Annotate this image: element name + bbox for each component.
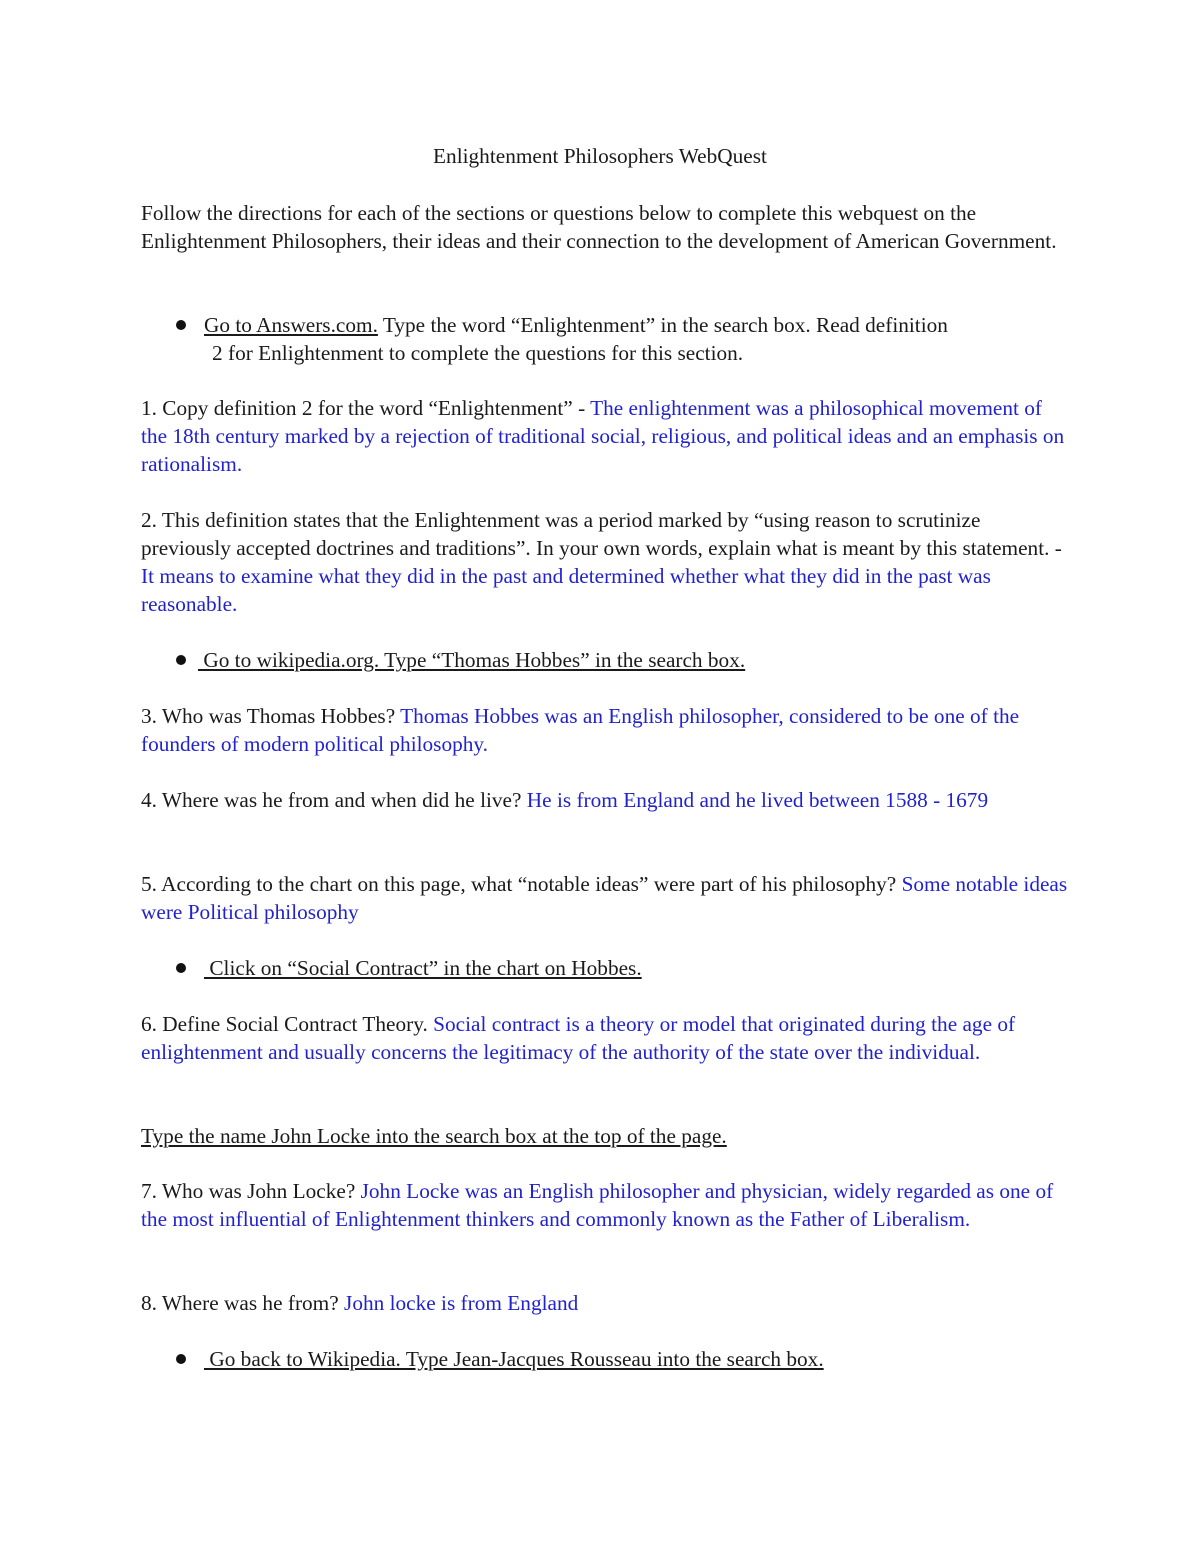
question-4 bbox=[141, 786, 1071, 814]
bullet-rousseau-text: Go back to Wikipedia. Type Jean-Jacques Rousseau into the search box. bbox=[204, 1347, 824, 1371]
locke-instruction: Type the name John Locke into the search box at the top of the page. bbox=[141, 1124, 727, 1148]
question-3-text: 3. Who was Thomas Hobbes? bbox=[141, 704, 401, 728]
bullet-social-contract-instruction bbox=[176, 954, 1076, 982]
question-2 bbox=[141, 506, 1071, 618]
question-6 bbox=[141, 1010, 1071, 1066]
answer-3: Thomas Hobbes was an English philosopher, considered to be one of the founders of modern political philosophy. bbox=[141, 704, 1020, 756]
question-1 bbox=[141, 394, 1071, 478]
intro-paragraph: Follow the directions for each of the sections or questions below to complete this webquest on the Enlightenment Philosophers, their ideas and their connection to the development of American Government. bbox=[141, 201, 1057, 253]
bullet-social-contract-text: Click on “Social Contract” in the chart on Hobbes. bbox=[204, 956, 642, 980]
answer-1: The enlightenment was a philosophical movement of the 18th century marked by a rejection of traditional social, religious, and political ideas and an emphasis on rationalism. bbox=[141, 396, 1065, 476]
question-4-text: 4. Where was he from and when did he live? bbox=[141, 788, 527, 812]
answer-8: John locke is from England bbox=[344, 1291, 579, 1315]
bullet-icon bbox=[176, 963, 186, 973]
bullet-hobbes-text: Go to wikipedia.org. Type “Thomas Hobbes” in the search box. bbox=[198, 648, 746, 672]
bullet-rousseau-instruction bbox=[176, 1345, 1076, 1373]
answer-5: Some notable ideas were Political philosophy bbox=[141, 872, 1068, 924]
question-6-text: 6. Define Social Contract Theory. bbox=[141, 1012, 434, 1036]
question-2-text: 2. This definition states that the Enlightenment was a period marked by “using reason to scrutinize previously accepted doctrines and traditions”. In your own words, explain what is meant by this statement. - bbox=[141, 508, 1062, 560]
question-7-text: 7. Who was John Locke? bbox=[141, 1179, 361, 1203]
question-7 bbox=[141, 1177, 1071, 1233]
question-5-text: 5. According to the chart on this page, what “notable ideas” were part of his philosophy? bbox=[141, 872, 902, 896]
bullet-answers-text-continued: 2 for Enlightenment to complete the questions for this section. bbox=[212, 341, 744, 365]
bullet-hobbes-instruction bbox=[176, 646, 1076, 674]
answer-4: He is from England and he lived between 1588 - 1679 bbox=[526, 788, 989, 812]
answer-7: John Locke was an English philosopher and physician, widely regarded as one of the most influential of Enlightenment thinkers and commonly known as the Father of Liberalism. bbox=[141, 1179, 1054, 1231]
bullet-icon bbox=[176, 1354, 186, 1364]
question-5 bbox=[141, 870, 1071, 926]
answers-link[interactable]: Go to Answers.com. bbox=[204, 313, 378, 337]
question-8 bbox=[141, 1289, 1071, 1317]
question-3 bbox=[141, 702, 1071, 758]
bullet-icon bbox=[176, 655, 186, 665]
page-title: Enlightenment Philosophers WebQuest bbox=[433, 144, 767, 168]
answer-6: Social contract is a theory or model that originated during the age of enlightenment and usually concerns the legitimacy of the authority of the state over the individual. bbox=[141, 1012, 1016, 1064]
question-1-text: 1. Copy definition 2 for the word “Enlightenment” - bbox=[141, 396, 591, 420]
answer-2: It means to examine what they did in the past and determined whether what they did in the past was reasonable. bbox=[141, 564, 991, 616]
bullet-icon bbox=[176, 320, 186, 330]
bullet-answers-text: Type the word “Enlightenment” in the search box. Read definition bbox=[377, 313, 948, 337]
question-8-text: 8. Where was he from? bbox=[141, 1291, 345, 1315]
bullet-answers-instruction bbox=[176, 311, 1076, 339]
